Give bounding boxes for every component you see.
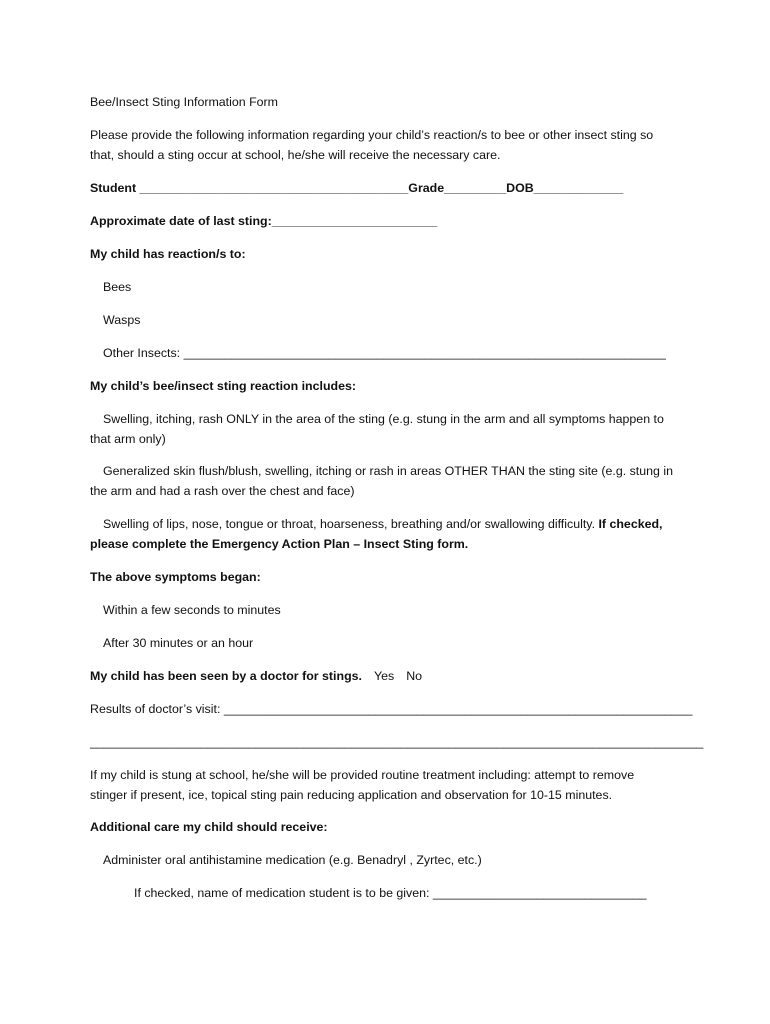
symptoms-began-heading: The above symptoms began:	[90, 570, 261, 584]
doctor-visit-row	[90, 666, 690, 686]
reaction-option-bees[interactable]: Bees	[103, 280, 132, 294]
symptom-local-option-line-2: that arm only)	[90, 432, 166, 446]
symptom-general-option-line-2: the arm and had a rash over the chest and face)	[90, 484, 355, 498]
symptom-severe-option-line-1[interactable]	[103, 514, 703, 534]
antihistamine-option[interactable]: Administer oral antihistamine medication (e.g. Benadryl , Zyrtec, etc.)	[103, 853, 482, 867]
doctor-results-continuation-field[interactable]: _________________________________________________________________________________________	[90, 735, 704, 749]
last-sting-date-field[interactable]: Approximate date of last sting:________________________	[90, 214, 438, 228]
symptom-severe-bold-note: If checked,	[598, 517, 663, 531]
doctor-visit-yes-option[interactable]: Yes	[373, 669, 395, 683]
form-title: Bee/Insect Sting Information Form	[90, 95, 279, 109]
onset-option-seconds[interactable]: Within a few seconds to minutes	[103, 603, 281, 617]
reaction-option-wasps[interactable]: Wasps	[103, 313, 141, 327]
onset-option-30-minutes[interactable]: After 30 minutes or an hour	[103, 636, 254, 650]
other-insects-field[interactable]: Other Insects: ______________________________________________________________________	[103, 346, 666, 360]
symptom-local-option-line-1[interactable]: Swelling, itching, rash ONLY in the area of the sting (e.g. stung in the arm and all symptoms happen to	[103, 412, 664, 426]
medication-name-field[interactable]: If checked, name of medication student is to be given: _______________________________	[134, 886, 647, 900]
additional-care-heading: Additional care my child should receive:	[90, 820, 328, 834]
symptom-severe-text: Swelling of lips, nose, tongue or throat, hoarseness, breathing and/or swallowing difficulty.	[103, 517, 599, 531]
student-grade-dob-field[interactable]: Student _______________________________________Grade_________DOB_____________	[90, 181, 624, 195]
doctor-visit-question: My child has been seen by a doctor for stings.	[90, 669, 362, 683]
intro-text-line-2: that, should a sting occur at school, he/she will receive the necessary care.	[90, 148, 501, 162]
routine-treatment-text-line-2: stinger if present, ice, topical sting pain reducing application and observation for 10-15 minutes.	[90, 788, 613, 802]
reactions-heading: My child has reaction/s to:	[90, 247, 246, 261]
intro-text-line-1: Please provide the following information regarding your child’s reaction/s to bee or other insect sting so	[90, 128, 654, 142]
doctor-visit-no-option[interactable]: No	[406, 669, 423, 683]
symptom-severe-option-line-2: please complete the Emergency Action Plan – Insect Sting form.	[90, 537, 469, 551]
reaction-includes-heading: My child’s bee/insect sting reaction includes:	[90, 379, 357, 393]
symptom-general-option-line-1[interactable]: Generalized skin flush/blush, swelling, itching or rash in areas OTHER THAN the sting site (e.g. stung in	[103, 464, 673, 478]
doctor-results-field[interactable]: Results of doctor’s visit: ____________________________________________________________________	[90, 702, 693, 716]
routine-treatment-text-line-1: If my child is stung at school, he/she will be provided routine treatment including: attempt to remove	[90, 768, 635, 782]
